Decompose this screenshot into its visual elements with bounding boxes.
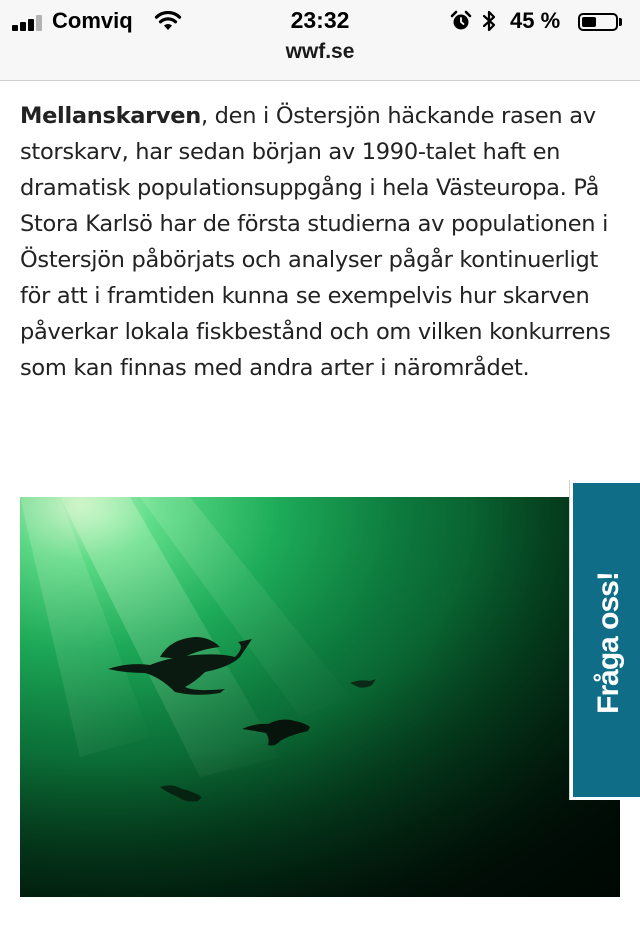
ask-us-label[interactable]: Fråga oss! bbox=[592, 572, 625, 714]
signal-icon bbox=[12, 15, 46, 31]
ask-us-tab[interactable] bbox=[570, 480, 640, 800]
alarm-icon bbox=[450, 10, 472, 32]
article-body-text: , den i Östersjön häckande rasen av storskarv, har sedan början av 1990-talet haft en dramatisk populationsuppgång i hela Västeuropa. På Stora Karlsö har de första studierna av populationen i Östersjön påbörjats och analyser pågår kontinuerligt för att i framtiden kunna se exempelvis hur skarven påverkar lokala fiskbestånd och om vilken konkurrens som kan finnas med andra arter i närområdet. bbox=[20, 103, 611, 381]
battery-icon bbox=[578, 13, 618, 31]
article-paragraph bbox=[20, 98, 620, 386]
article-photo bbox=[20, 497, 620, 897]
bluetooth-icon bbox=[481, 9, 497, 33]
status-row bbox=[0, 6, 640, 36]
status-bar bbox=[0, 0, 640, 81]
status-time: 23:32 bbox=[290, 7, 350, 33]
battery-tip bbox=[619, 18, 622, 26]
wifi-icon bbox=[154, 9, 182, 31]
carrier-name: Comviq bbox=[52, 8, 133, 33]
battery-level-fill bbox=[582, 17, 596, 27]
article-lead-term: Mellanskarven bbox=[20, 103, 201, 129]
address-bar-url[interactable]: wwf.se bbox=[285, 40, 355, 63]
battery-percentage: 45 % bbox=[510, 8, 561, 33]
cormorants-underwater-image bbox=[20, 497, 620, 897]
